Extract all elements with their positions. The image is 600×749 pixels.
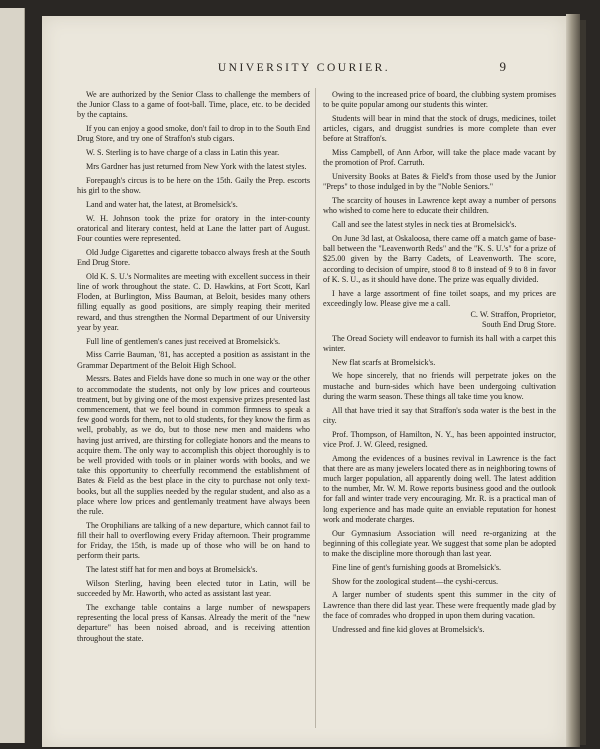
right-column [323,90,556,638]
article-paragraph: Among the evidences of a busines revival in Lawrence is the fact that there are as many jewelers located there as in neighboring towns of much larger population, all apparently doing well. The latest addition to the number, Mr. W. M. Rowe reports business good and the outlook for fall and winter trade very encouraging. Mr. R. is a practical man of long experience and has made quite an enviable reputation for honest work and moderate charges. [323,453,556,524]
article-paragraph: Miss Campbell, of Ann Arbor, will take the place made vacant by the promotion of Prof. Carruth. [323,148,556,168]
newspaper-page [42,16,566,747]
page-stack-edge [566,14,580,747]
article-paragraph: New flat scarfs at Bromelsick's. [332,357,436,367]
article-paragraph: Land and water hat, the latest, at Bromelsick's. [86,199,238,209]
article-paragraph: If you can enjoy a good smoke, don't fail to drop in to the South End Drug Store, and try one of Straffon's stub cigars. [77,124,310,144]
running-title: UNIVERSITY COURIER. [217,62,391,74]
article-paragraph: The Orophilians are talking of a new departure, which cannot fail to fill their hall to overflowing every Friday afternoon. Their programme for Friday, the 15th, is made up of those who will be on hand to perform their parts. [77,520,310,561]
article-paragraph: Messrs. Bates and Fields have done so much in one way or the other to accommodate the students, not only by low prices and courteous treatment, but by giving one of the most expensive prizes presented last commencement, that we feel bound in common firmness to speak a few good words for them, not to old students, for they know the firm as well, probably, as we do, but to those new men and maidens who having just arrived, are thirsting for collegiate honors and the means to acquire them. The only way to accomplish this object thoroughly is to be well provided with tools or in plainer words with books, and we take this opportunity to cheerfully recommend the establishment of Bates & Field as the best place in the city to purchase not only text-books, but all the supplies needed by the regular student, and also as a place where low prices and gentlemanly treatment have always been the rule. [77,374,310,517]
signature-line: South End Drug Store. [481,319,556,329]
article-paragraph: Students will bear in mind that the stock of drugs, medicines, toilet articles, cigars, and druggist sundries is more complete than ever before at Straffon's. [323,114,556,144]
article-paragraph: University Books at Bates & Field's from those used by the Junior "Preps" to those indulged in by the "Noble Seniors." [323,172,556,192]
article-paragraph: Full line of gentlemen's canes just received at Bromelsick's. [86,336,281,346]
article-paragraph: I have a large assortment of fine toilet soaps, and my prices are exceedingly low. Please give me a call. [323,288,556,308]
article-paragraph: Undressed and fine kid gloves at Bromelsick's. [332,624,485,634]
article-paragraph: Show for the zoological student—the cyshi-cercus. [332,576,499,586]
article-paragraph: W. H. Johnson took the prize for oratory in the inter-county oratorical and literary contest, held at Lane the latter part of August. Four counties were represented. [77,213,310,243]
article-paragraph: Fine line of gent's furnishing goods at Bromelsick's. [332,562,502,572]
article-paragraph: Call and see the latest styles in neck ties at Bromelsick's. [332,220,517,230]
page-header [42,59,566,78]
article-paragraph: Old Judge Cigarettes and cigarette tobacco always fresh at the South End Drug Store. [77,247,310,267]
article-paragraph: The Oread Society will endeavor to furnish its hall with a carpet this winter. [323,333,556,353]
page-number: 9 [499,59,506,74]
article-paragraph: Old K. S. U.'s Normalites are meeting with excellent success in their line of work throughout the state. C. D. Hawkins, at Fort Scott, Karl Floden, at Burlington, Miss Bauman, at Beloit, besides many others filling equally as good positions, are simply reaping their merited reward, and thus strengthen the Normal Department of our University year by year. [77,271,310,332]
article-paragraph: We hope sincerely, that no friends will perpetrate jokes on the mustache and burn-sides which have been undergoing cultivation during the warm season. These things all take time you know. [323,371,556,401]
adjacent-page-edge [0,8,25,743]
article-paragraph: Owing to the increased price of board, the clubbing system promises to be quite popular among our students this winter. [323,90,556,110]
column-divider [315,88,316,728]
article-paragraph: We are authorized by the Senior Class to challenge the members of the Junior Class to a game of foot-ball. Time, place, etc. to be decided by the captains. [77,90,310,120]
advertisement-signature [323,310,556,330]
signature-line: C. W. Straffon, Proprietor, [470,309,556,319]
article-paragraph: On June 3d last, at Oskaloosa, there came off a match game of base-ball between the "Leavenworth Reds" and the "K. S. U.'s" for a prize of $25.00 given by the Barry Cadets, of Leavenworth. The score, according to decision of umpire, stood 8 to 8 instead of 9 to 8 in favor of K. S. U., as it should have done. The prize was equally divided. [323,234,556,284]
article-paragraph: Wilson Sterling, having been elected tutor in Latin, will be succeeded by Mr. Haworth, who acted as assistant last year. [77,579,310,599]
article-paragraph: Prof. Thompson, of Hamilton, N. Y., has been appointed instructor, vice Prof. J. W. Gleed, resigned. [323,429,556,449]
article-paragraph: A larger number of students spent this summer in the city of Lawrence than there did last year. These were frequently made glad by the face of comrades who dropped in upon them during vacation. [323,590,556,620]
article-paragraph: Forepaugh's circus is to be here on the 15th. Gaily the Prep. escorts his girl to the show. [77,175,310,195]
left-column [77,90,310,647]
article-paragraph: W. S. Sterling is to have charge of a class in Latin this year. [86,148,280,158]
article-paragraph: The exchange table contains a large number of newspapers representing the local press of Kansas. Already the merit of the "new departure" has been noised abroad, and is receiving attention throughout the state. [77,603,310,643]
article-paragraph: All that have tried it say that Straffon's soda water is the best in the city. [323,405,556,425]
article-paragraph: Our Gymnasium Association will need re-organizing at the beginning of this collegiate year. We suggest that some plan be adopted to make the discipline more thorough than last year. [323,528,556,559]
article-paragraph: The latest stiff hat for men and boys at Bromelsick's. [86,565,258,575]
article-paragraph: Miss Carrie Bauman, '81, has accepted a position as assistant in the Grammar Department of the Beloit High School. [77,350,310,370]
article-paragraph: The scarcity of houses in Lawrence kept away a number of persons who wished to come here to educate their children. [323,196,556,216]
binding-shadow [580,20,586,745]
article-paragraph: Mrs Gardner has just returned from New York with the latest styles. [86,162,307,171]
